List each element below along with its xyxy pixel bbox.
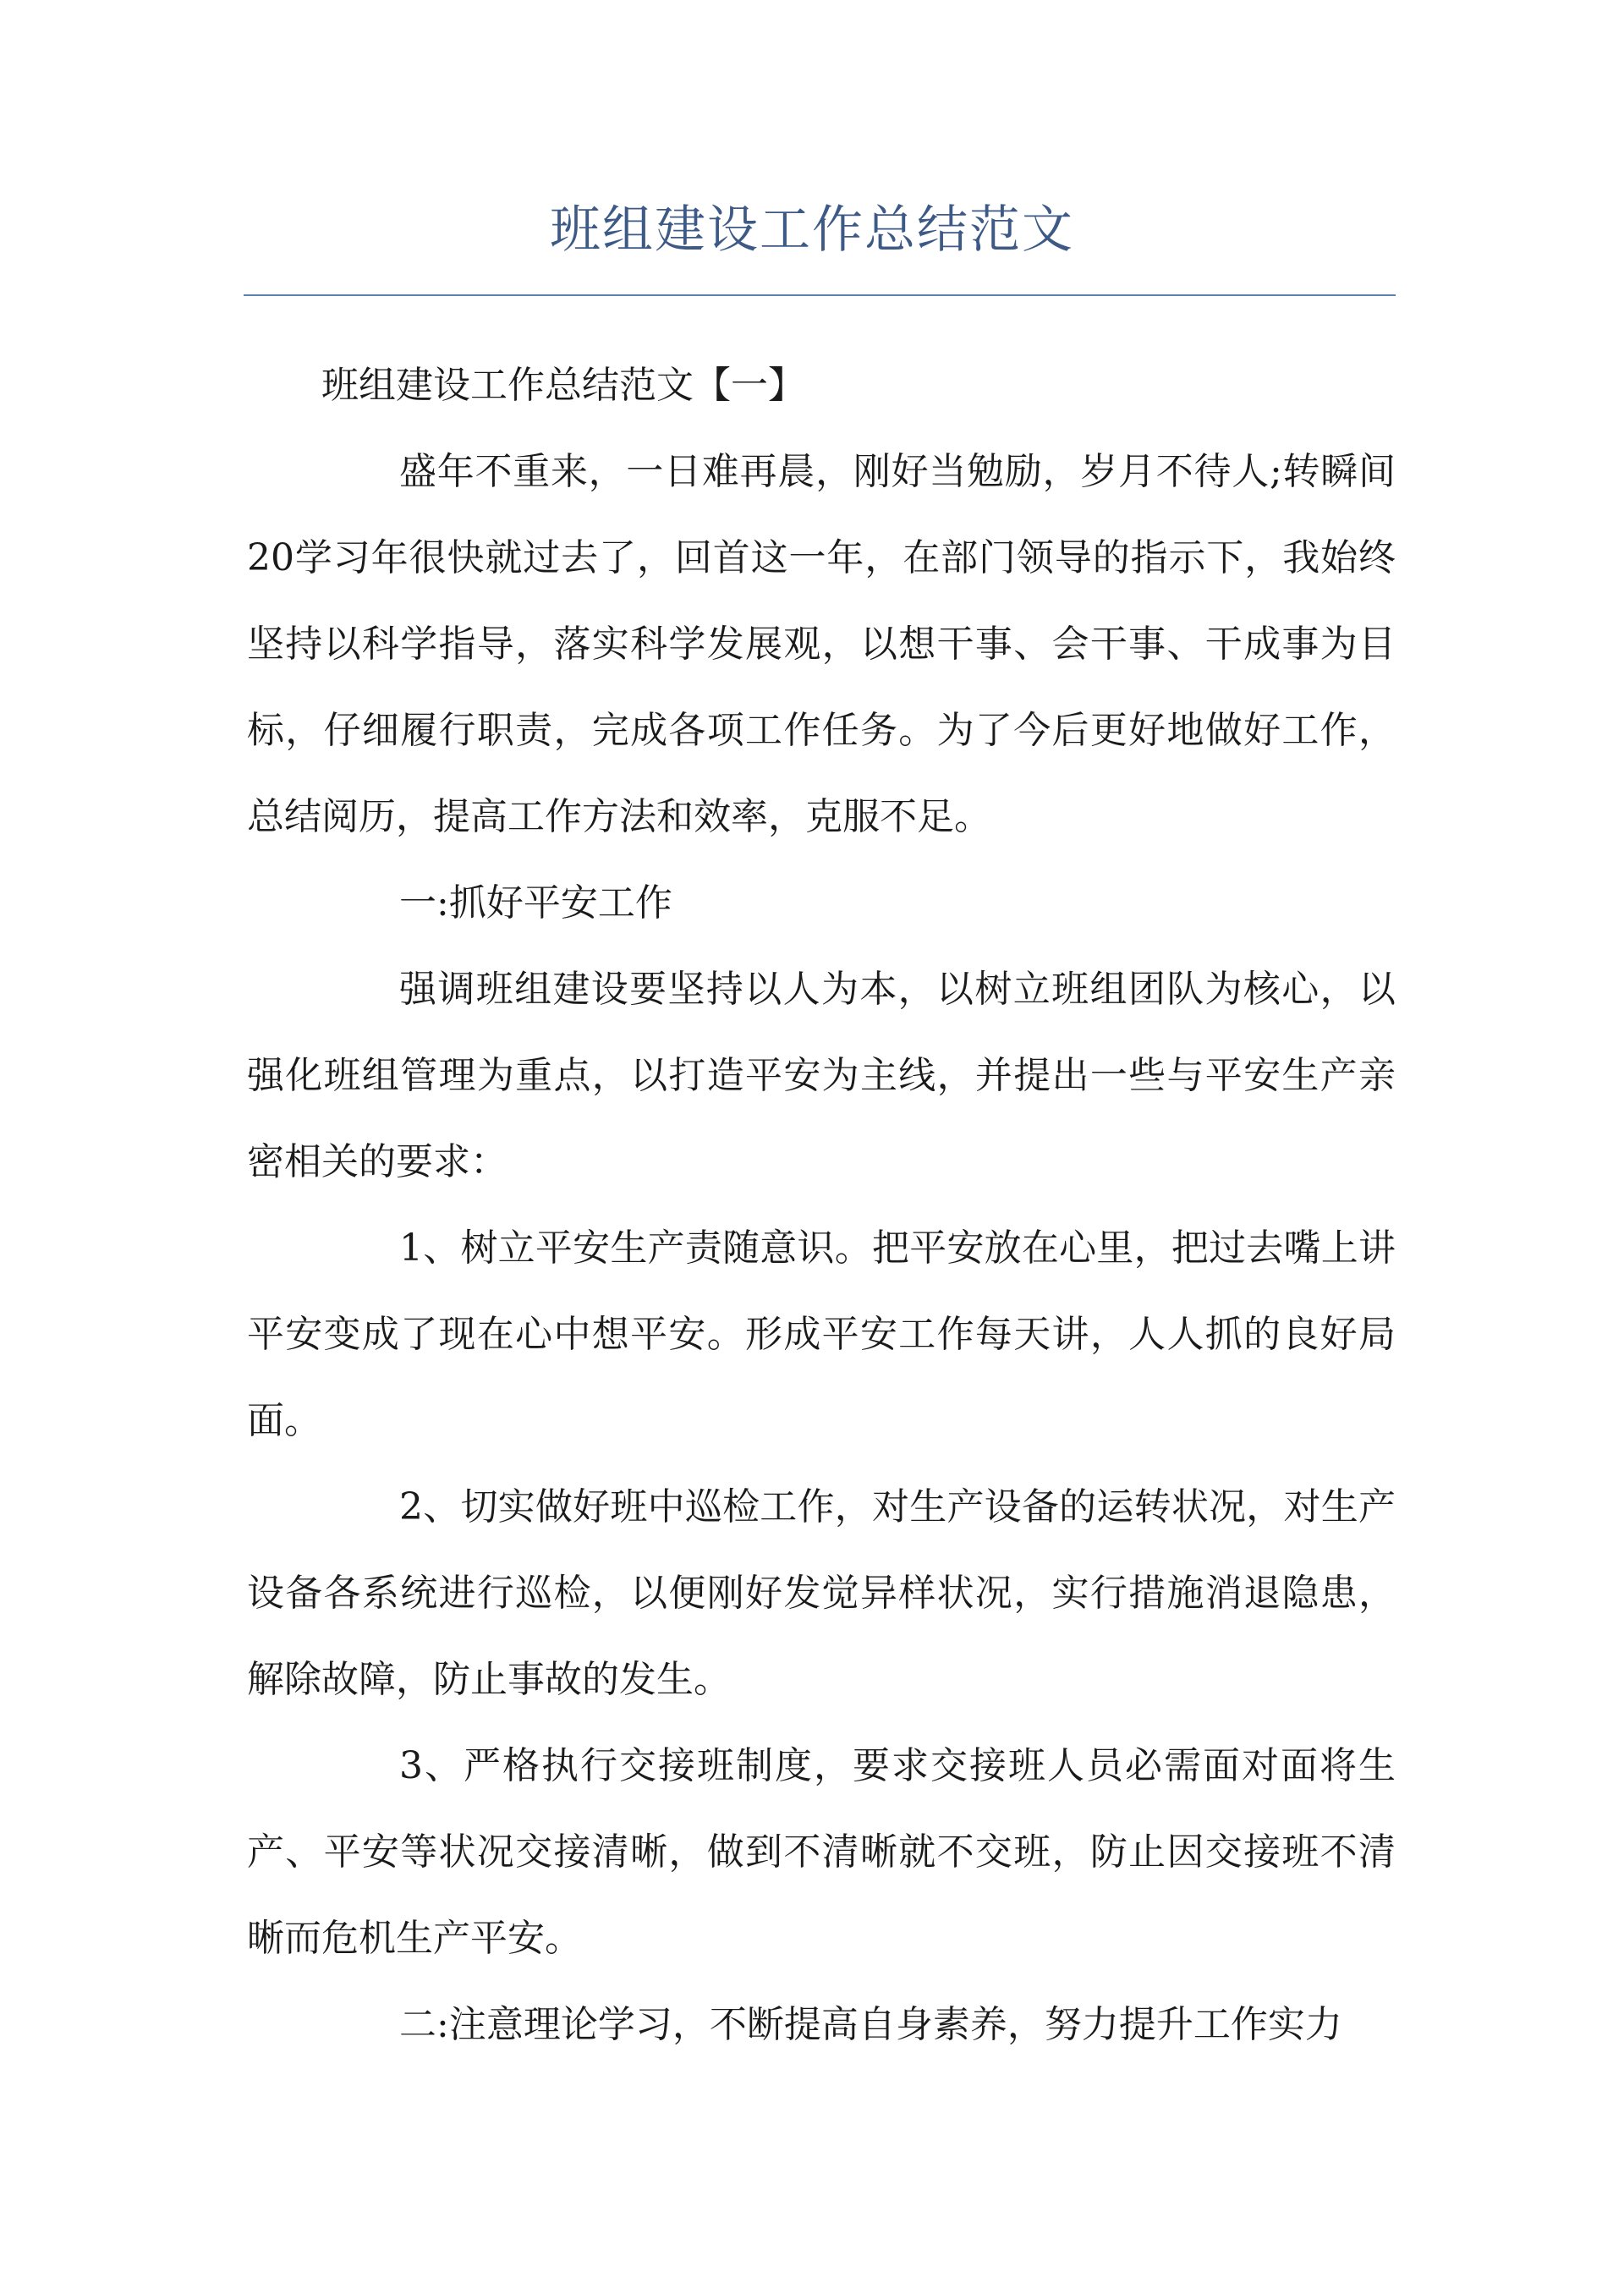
list-item-3: 3、严格执行交接班制度，要求交接班人员必需面对面将生产、平安等状况交接清晰，做到不清晰就不交班，防止因交接班不清晰而危机生产平安。 — [247, 1744, 1396, 1960]
paragraph-safety-emphasis: 强调班组建设要坚持以人为本，以树立班组团队为核心，以强化班组管理为重点，以打造平安为主线，并提出一些与平安生产亲密相关的要求： — [247, 968, 1396, 1183]
list-item-2: 2、切实做好班中巡检工作，对生产设备的运转状况，对生产设备各系统进行巡检，以便刚好发觉异样状况，实行措施消退隐患，解除故障，防止事故的发生。 — [247, 1485, 1396, 1701]
document-body — [247, 343, 1396, 2068]
title-divider — [244, 294, 1396, 296]
section-heading: 班组建设工作总结范文【一】 — [321, 364, 805, 407]
paragraph-intro: 盛年不重来，一日难再晨，刚好当勉励，岁月不待人;转瞬间20学习年很快就过去了，回首这一年，在部门领导的指示下，我始终坚持以科学指导，落实科学发展观，以想干事、会干事、干成事为目标，仔细履行职责，完成各项工作任务。为了今后更好地做好工作，总结阅历，提高工作方法和效率，克服不足。 — [247, 450, 1396, 838]
subheading-theory: 二:注意理论学习，不断提高自身素养，努力提升工作实力 — [399, 2003, 1342, 2046]
document-title: 班组建设工作总结范文 — [550, 200, 1074, 260]
list-item-1: 1、树立平安生产责随意识。把平安放在心里，把过去嘴上讲平安变成了现在心中想平安。形成平安工作每天讲，人人抓的良好局面。 — [247, 1227, 1396, 1442]
subheading-safety: 一:抓好平安工作 — [399, 881, 672, 925]
